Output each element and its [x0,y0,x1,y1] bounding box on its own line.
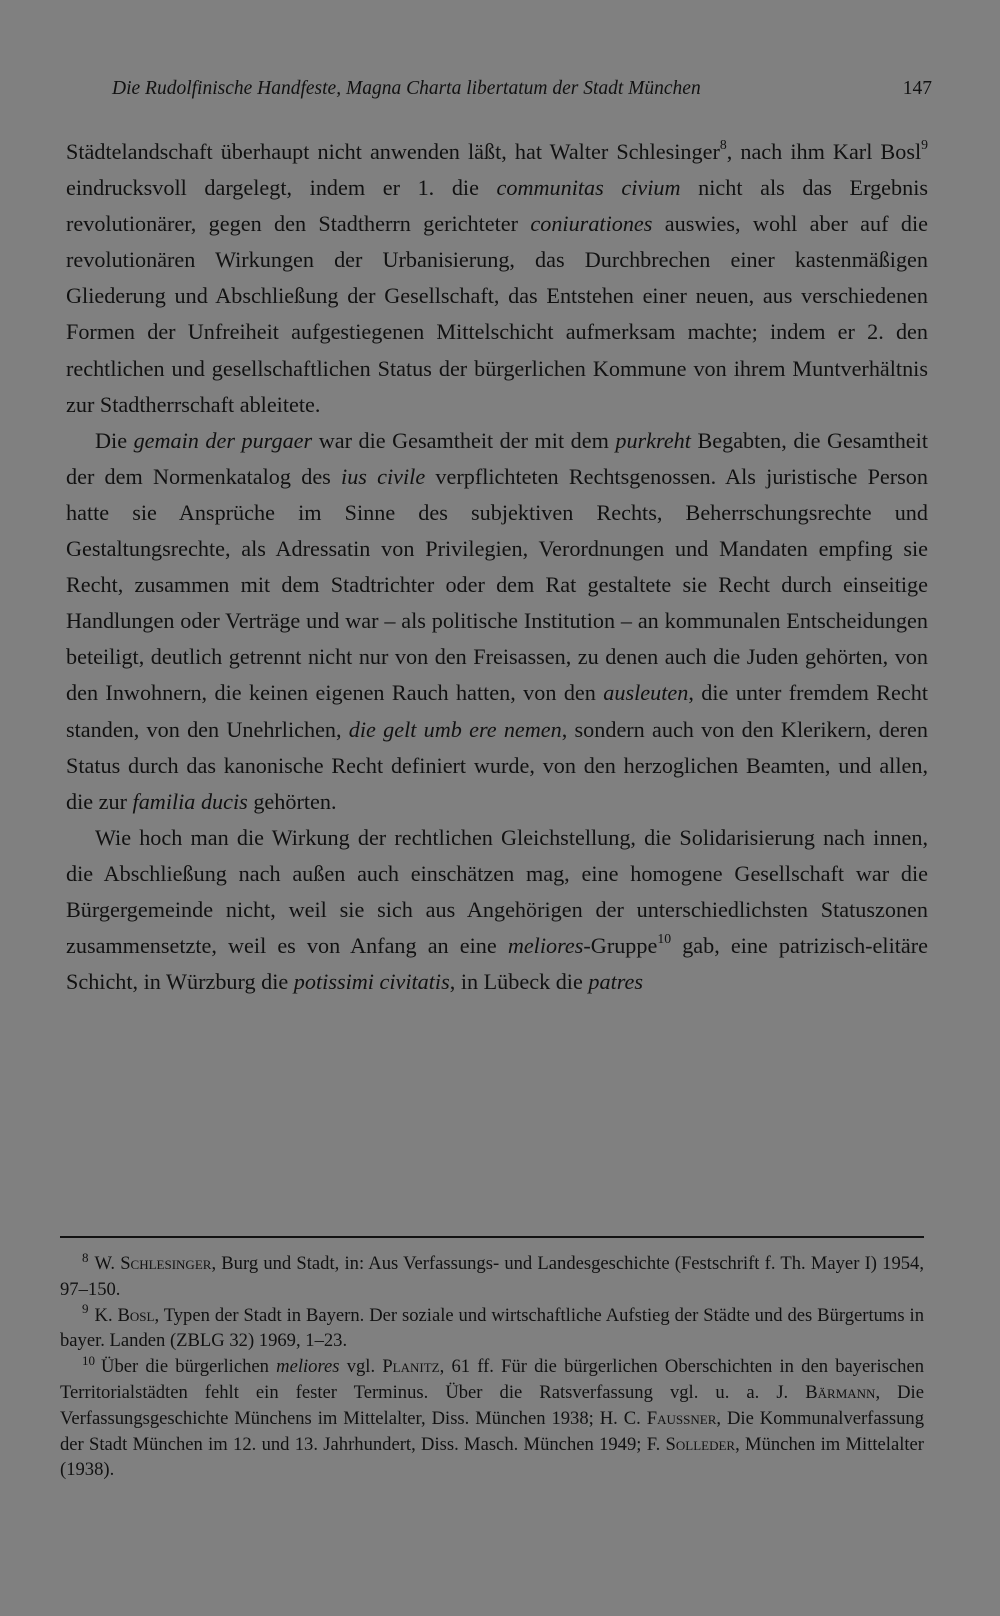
author-name: Solleder [665,1433,736,1455]
text-run: nicht als das Ergebnis revolutionärer, gegen den Stadtherrn gerichteter [66,175,929,237]
author-name: Planitz [382,1356,440,1378]
footnote-mark: 10 [82,1353,96,1368]
latin-term: ius civile [341,463,426,489]
running-head [112,78,932,100]
text-run: , 61 ff. Für die bürgerlichen Oberschichten in den bayerischen Territorialstädten fehlt ein fester Terminus. Über die Ratsverfassung vgl. u. a. J. [60,1356,924,1403]
footnotes [60,1251,924,1483]
text-run: verpflichteten Rechtsgenossen. Als juristische Person hatte sie Ansprüche im Sinne des subjektiven Rechts, Beherrschungsrechte und Gestaltungsrechte, als Adressatin von Privilegien, Verordnungen und Mandaten empfing sie Recht, zusammen mit dem Stadtrichter oder dem Rat gestaltete sie Recht durch einseitige Handlungen oder Verträge und war – als politische Institution – an kommunalen Entscheidungen beteiligt, deutlich getrennt nicht nur von den Freisassen, zu denen auch die Juden gehörten, von den Inwohnern, die keinen eigenen Rauch hatten, von den [66,463,928,706]
paragraph-3 [66,820,928,1000]
footnote-10 [60,1354,924,1483]
running-title: Die Rudolfinische Handfeste, Magna Charta libertatum der Stadt München [112,78,701,99]
latin-term: meliores [507,933,584,959]
footnote-divider [60,1236,924,1238]
text-run: , sondern auch von den Klerikern, deren Status durch das kanonische Recht definiert wurde, von den herzoglichen Beamten, und allen, die zur [66,716,928,814]
text-run: Wie hoch man die Wirkung der rechtlichen Gleichstellung, die Solidarisierung nach innen, die Abschließung nach außen auch einschätzen mag, eine homogene Gesellschaft war die Bürgergemeinde nicht, weil sie sich aus Angehörigen der unterschiedlichsten Statuszonen zusammensetzte, weil es von Anfang an eine [66,824,928,959]
footnote-9 [60,1303,924,1355]
historical-term: die gelt umb ere nemen [348,716,562,742]
text-run: W. [94,1253,121,1274]
historical-term: purkreht [615,427,691,453]
latin-term: patres [588,969,644,995]
latin-term: coniurationes [530,211,653,237]
paragraph-1 [66,134,928,423]
text-run: -Gruppe [583,933,658,959]
text-run: gehörten. [247,788,337,814]
latin-term: familia ducis [132,788,248,814]
page-number: 147 [902,78,932,99]
text-run: Städtelandschaft überhaupt nicht anwenden läßt, hat Walter Schlesinger [66,139,720,164]
text-run: , Burg und Stadt, in: Aus Verfassungs- und Landesgeschichte (Festschrift f. Th. Mayer I) 1954, 97–150. [60,1253,924,1300]
author-name: Schlesinger [120,1253,212,1274]
footnote-8 [60,1251,924,1303]
latin-term: potissimi civitatis [293,969,450,995]
author-name: Faussner [646,1407,717,1429]
text-run: , in Lübeck die [449,969,589,995]
text-run: Die [95,427,134,453]
text-run: , Die Verfassungsgeschichte Münchens im Mittelalter, Diss. München 1938; H. C. [60,1381,924,1429]
main-text [66,134,928,1000]
text-run: , Typen der Stadt in Bayern. Der soziale und wirtschaftliche Aufstieg der Städte und des Bürgertums in bayer. Landen (ZBLG 32) 1969, 1–23. [60,1304,924,1352]
latin-term: meliores [276,1356,340,1378]
text-run: eindrucksvoll dargelegt, indem er 1. die [66,175,497,201]
text-run: , nach ihm Karl Bosl [726,139,922,164]
text-run: , Die Kommunalverfassung der Stadt München im 12. und 13. Jahrhundert, Diss. Masch. München 1949; F. [60,1407,924,1455]
text-run: vgl. [339,1356,383,1378]
text-run: auswies, wohl aber auf die revolutionären Wirkungen der Urbanisierung, das Durchbrechen einer kastenmäßigen Gliederung und Abschließung der Gesellschaft, das Entstehen einer neuen, aus verschiedenen Formen der Unfreiheit aufgestiegenen Mittelschicht aufmerksam machte; indem er 2. den rechtlichen und gesellschaftlichen Status der bürgerlichen Kommune von ihrem Muntverhältnis zur Stadtherrschaft ableitete. [66,211,928,417]
author-name: Bärmann [805,1381,876,1403]
historical-term: ausleuten [603,680,689,706]
footnote-ref-9[interactable]: 9 [921,136,929,152]
historical-term: gemain der purgaer [133,427,313,453]
footnote-ref-8[interactable]: 8 [719,136,727,152]
text-run: gab, eine patrizisch-elitäre Schicht, in Würzburg die [66,933,928,995]
text-run: Über die bürgerlichen [101,1356,277,1378]
author-name: Bosl [117,1304,155,1326]
text-run: K. [94,1304,118,1326]
footnote-mark: 9 [82,1301,89,1317]
text-run: Begabten, die Gesamtheit der dem Normenkatalog des [66,427,928,489]
text-run: , München im Mittelalter (1938). [60,1433,924,1481]
text-run: war die Gesamtheit der mit dem [312,427,616,453]
latin-term: communitas civium [496,175,681,201]
text-run: , die unter fremdem Recht standen, von den Unehrlichen, [66,680,928,742]
footnote-ref-10[interactable]: 10 [657,930,672,946]
footnote-mark: 8 [82,1249,89,1265]
paragraph-2 [66,423,928,820]
